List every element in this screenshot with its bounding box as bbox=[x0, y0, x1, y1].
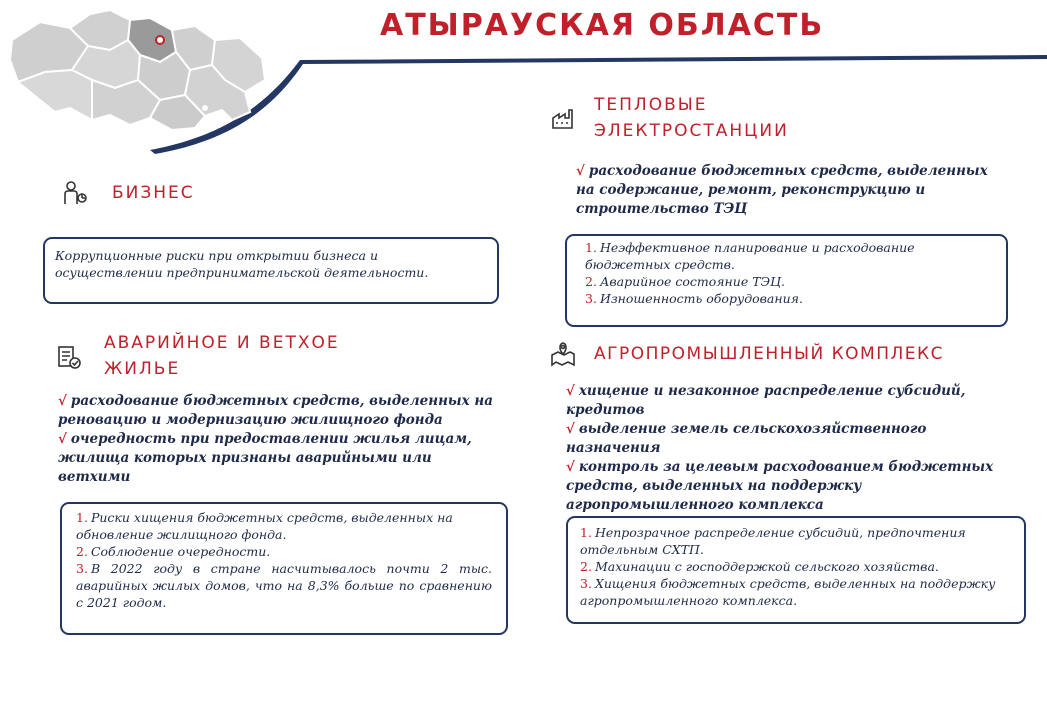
list-item: √ расходование бюджетных средств, выделенных на содержание, ремонт, реконструкцию и строительство ТЭЦ bbox=[576, 163, 988, 217]
factory-icon bbox=[550, 106, 576, 132]
list-item: 2. Аварийное состояние ТЭЦ. bbox=[585, 274, 785, 289]
kazakhstan-map bbox=[10, 10, 265, 130]
list-item: √ контроль за целевым расходованием бюджетных средств, выделенных на поддержку агропромышленного комплекса bbox=[566, 459, 994, 513]
check-mark-icon: √ bbox=[576, 163, 585, 179]
list-item: 1. Риски хищения бюджетных средств, выделенных на обновление жилищного фонда. bbox=[76, 510, 453, 542]
housing-heading bbox=[104, 330, 340, 382]
list-item: 1. Неэффективное планирование и расходование бюджетных средств. bbox=[585, 240, 915, 272]
list-item: 1. Непрозрачное распределение субсидий, предпочтения отдельным СХТП. bbox=[580, 525, 966, 557]
map-location-icon bbox=[550, 341, 576, 367]
list-item: √ расходование бюджетных средств, выделенных на реновацию и модернизацию жилищного фонда bbox=[58, 393, 493, 428]
business-person-icon bbox=[62, 180, 88, 206]
list-item: √ хищение и незаконное распределение субсидий, кредитов bbox=[566, 383, 966, 418]
check-mark-icon: √ bbox=[58, 431, 67, 447]
check-mark-icon: √ bbox=[566, 421, 575, 437]
business-risk-text: Коррупционные риски при открытии бизнеса и осуществлении предпринимательской деятельности. bbox=[55, 248, 429, 280]
check-mark-icon: √ bbox=[566, 383, 575, 399]
power-bullets bbox=[576, 162, 1006, 219]
list-item: 2. Махинации с господдержкой сельского хозяйства. bbox=[580, 559, 939, 574]
housing-bullets bbox=[58, 392, 503, 487]
business-risk-box bbox=[43, 237, 499, 304]
agro-bullets bbox=[566, 382, 1016, 515]
housing-heading-line1: АВАРИЙНОЕ И ВЕТХОЕ bbox=[104, 333, 340, 353]
list-item: 3. Хищения бюджетных средств, выделенных на поддержку агропромышленного комплекса. bbox=[580, 576, 996, 608]
business-heading: БИЗНЕС bbox=[112, 183, 195, 203]
city-marker bbox=[202, 105, 208, 111]
agro-risk-box bbox=[566, 516, 1026, 624]
list-item: √ выделение земель сельскохозяйственного назначения bbox=[566, 421, 927, 456]
list-item: √ очередность при предоставлении жилья лицам, жилища которых признаны аварийными или ветхими bbox=[58, 431, 472, 485]
list-item: 2. Соблюдение очередности. bbox=[76, 544, 271, 559]
document-check-icon bbox=[56, 344, 82, 370]
check-mark-icon: √ bbox=[566, 459, 575, 475]
check-mark-icon: √ bbox=[58, 393, 67, 409]
power-heading-line1: ТЕПЛОВЫЕ bbox=[594, 95, 708, 115]
capital-marker bbox=[156, 36, 164, 44]
list-item: 3. Изношенность оборудования. bbox=[585, 291, 803, 306]
power-heading bbox=[594, 92, 789, 144]
list-item: 3. В 2022 году в стране насчитывалось почти 2 тыс. аварийных жилых домов, что на 8,3% больше по сравнению с 2021 годом. bbox=[76, 561, 492, 610]
power-risk-box bbox=[565, 234, 1008, 327]
housing-heading-line2: ЖИЛЬЕ bbox=[104, 359, 181, 379]
page-title: АТЫРАУСКАЯ ОБЛАСТЬ bbox=[380, 8, 825, 43]
agro-heading: АГРОПРОМЫШЛЕННЫЙ КОМПЛЕКС bbox=[594, 344, 944, 364]
housing-risk-box bbox=[60, 502, 508, 635]
power-heading-line2: ЭЛЕКТРОСТАНЦИИ bbox=[594, 121, 789, 141]
